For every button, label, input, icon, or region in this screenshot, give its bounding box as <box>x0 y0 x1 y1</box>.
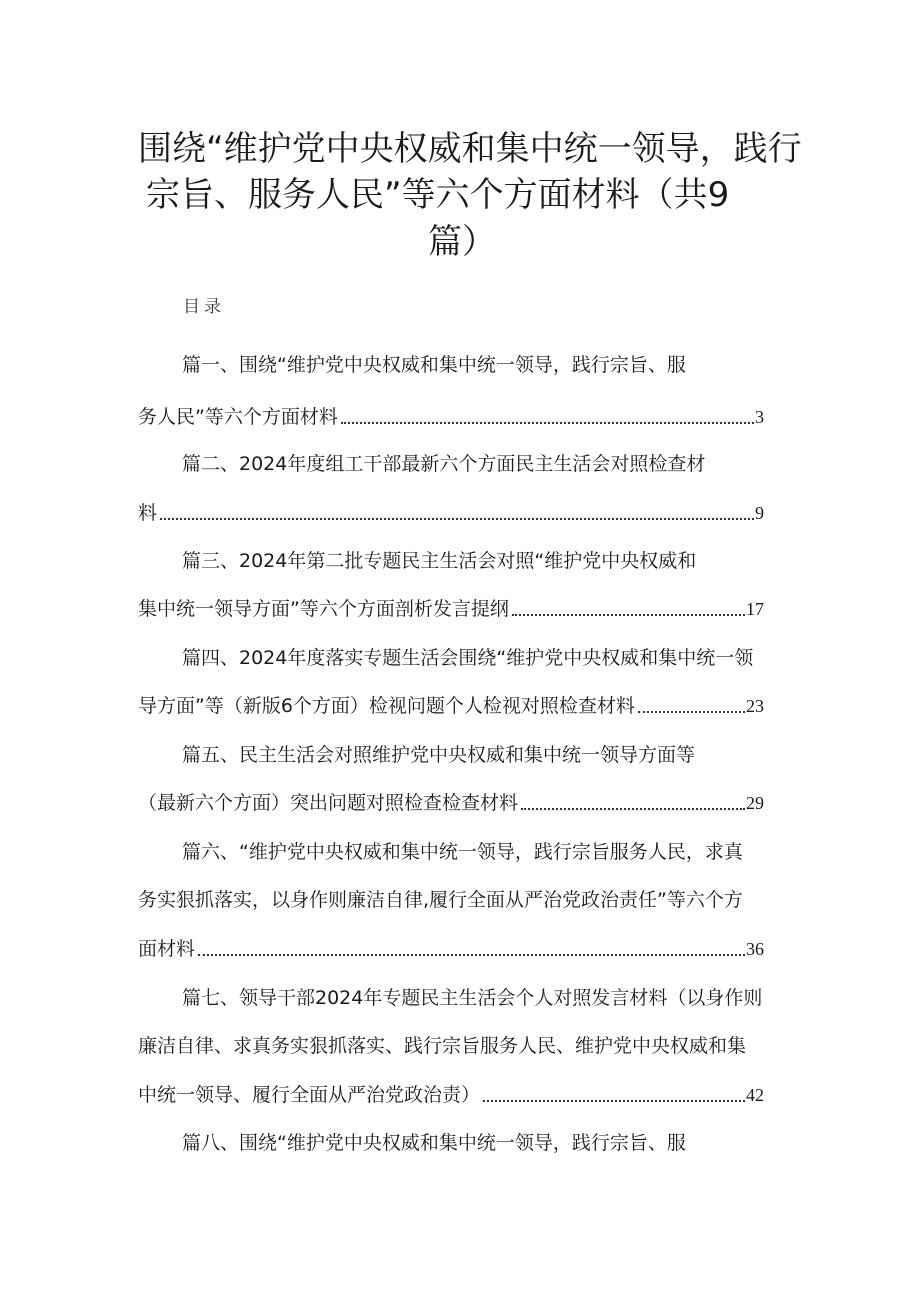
toc-entry-3-text: 集中统一领导方面”等六个方面剖析发言提纲 <box>138 598 509 620</box>
toc-entry-2-page: 9 <box>755 503 764 523</box>
toc-entry-5-text: （最新六个方面）突出问题对照检查检查材料 <box>138 792 519 814</box>
toc-entry-4-text: 导方面”等（新版6个方面）检视问题个人检视对照检查材料 <box>138 695 635 717</box>
toc-entry-1-line-1[interactable]: 篇一、围绕“维护党中央权威和集中统一领导，践行宗旨、服 <box>182 354 686 376</box>
toc-entry-2-final-line[interactable] <box>138 499 764 527</box>
toc-entry-7-line-1[interactable]: 篇七、领导干部2024年专题民主生活会个人对照发言材料（以身作则 <box>182 987 763 1009</box>
toc-entry-7-line-2[interactable]: 廉洁自律、求真务实狠抓落实、践行宗旨服务人民、维护党中央权威和集 <box>138 1035 747 1057</box>
toc-entry-4-page: 23 <box>746 696 764 716</box>
toc-entry-6-final-line[interactable] <box>138 935 764 963</box>
toc-entry-3-line-1[interactable]: 篇三、2024年第二批专题民主生活会对照“维护党中央权威和 <box>182 550 697 572</box>
toc-entry-3-leader <box>512 614 745 616</box>
toc-entry-3-final-line[interactable] <box>138 595 764 623</box>
toc-entry-4-line-1[interactable]: 篇四、2024年度落实专题生活会围绕“维护党中央权威和集中统一领 <box>182 647 754 669</box>
toc-entry-2-leader <box>160 518 754 520</box>
toc-entry-7-leader <box>483 1100 745 1102</box>
toc-entry-1-text: 务人民”等六个方面材料 <box>138 406 338 428</box>
toc-entry-3-page: 17 <box>746 599 764 619</box>
toc-entry-1-final-line[interactable] <box>138 403 764 431</box>
toc-entry-4-final-line[interactable] <box>138 692 764 720</box>
toc-entry-7-page: 42 <box>746 1085 764 1105</box>
toc-entry-1-page: 3 <box>755 407 764 427</box>
toc-entry-6-page: 36 <box>746 939 764 959</box>
toc-entry-4-leader <box>638 711 745 713</box>
toc-heading: 目录 <box>183 297 225 317</box>
toc-entry-8-line-1[interactable]: 篇八、围绕“维护党中央权威和集中统一领导，践行宗旨、服 <box>182 1132 686 1154</box>
document-title-line-1: 围绕“维护党中央权威和集中统一领导，践行 <box>138 129 802 169</box>
document-title-line-2: 宗旨、服务人民”等六个方面材料（共9 <box>146 175 730 215</box>
toc-entry-2-text: 料 <box>138 502 158 524</box>
document-title-line-3: 篇） <box>428 222 496 262</box>
toc-entry-5-final-line[interactable] <box>138 789 764 817</box>
toc-entry-6-leader <box>198 954 745 956</box>
toc-entry-6-line-1[interactable]: 篇六、“维护党中央权威和集中统一领导，践行宗旨服务人民，求真 <box>182 841 743 863</box>
toc-entry-6-line-2[interactable]: 务实狠抓落实，以身作则廉洁自律,履行全面从严治党政治责任”等六个方 <box>138 889 743 911</box>
toc-entry-1-leader <box>341 422 754 424</box>
toc-entry-7-final-line[interactable] <box>138 1081 764 1109</box>
toc-entry-5-line-1[interactable]: 篇五、民主生活会对照维护党中央权威和集中统一领导方面等 <box>182 744 696 766</box>
toc-entry-5-leader <box>521 808 745 810</box>
toc-entry-2-line-1[interactable]: 篇二、2024年度组工干部最新六个方面民主生活会对照检查材 <box>182 453 706 475</box>
toc-entry-7-text: 中统一领导、履行全面从严治党政治责） <box>138 1084 481 1106</box>
toc-entry-6-text: 面材料 <box>138 938 196 960</box>
toc-entry-5-page: 29 <box>746 793 764 813</box>
